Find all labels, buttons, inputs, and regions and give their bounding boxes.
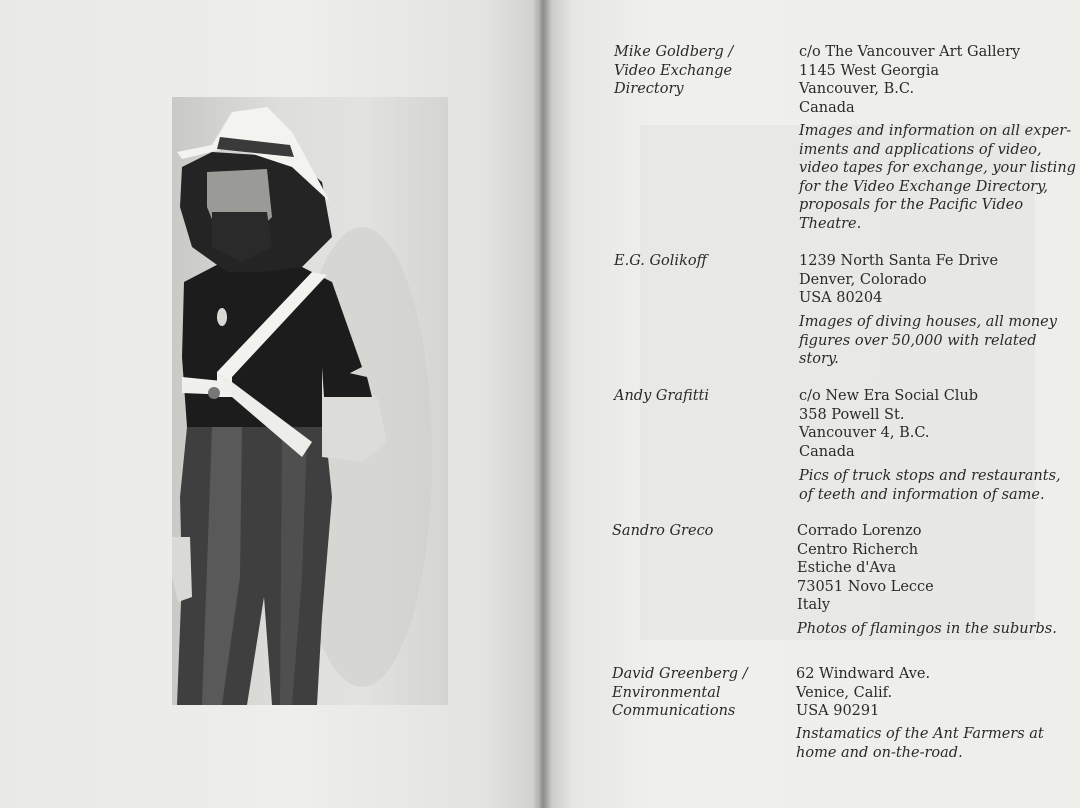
entry-name-line: Andy Grafitti [614, 388, 710, 404]
description-line: Instamatics of the Ant Farmers at [796, 726, 1044, 742]
entry-address [799, 387, 978, 461]
address-line: Vancouver, B.C. [799, 81, 915, 97]
address-line: 1239 North Santa Fe Drive [799, 253, 999, 269]
entry-description [796, 725, 1044, 762]
address-line: Estiche d'Ava [797, 560, 897, 576]
address-line: Canada [799, 443, 855, 460]
entry-name [614, 43, 733, 99]
entry-name-line: David Greenberg / [612, 666, 748, 682]
description-line: Photos of flamingos in the suburbs. [797, 621, 1057, 637]
entry-name-line: Communications [612, 703, 736, 719]
entry-name-line: Mike Goldberg / [614, 44, 734, 60]
entry-description [797, 620, 1057, 639]
description-line: figures over 50,000 with related [799, 332, 1037, 349]
entry-address [796, 665, 930, 721]
entry-address [799, 252, 998, 308]
entry-name-line: Environmental [612, 684, 721, 701]
address-line: c/o The Vancouver Art Gallery [799, 44, 1021, 60]
description-line: Images and information on all exper- [799, 123, 1072, 139]
description-line: home and on-the-road. [796, 744, 963, 761]
address-line: USA 80204 [799, 290, 883, 306]
description-line: Pics of truck stops and restaurants, [799, 468, 1061, 484]
entry-description [799, 467, 1061, 504]
address-line: USA 90291 [796, 703, 880, 719]
address-line: 73051 Novo Lecce [797, 578, 934, 595]
book-gutter [532, 0, 552, 808]
entry-name-line: Sandro Greco [612, 523, 714, 539]
address-line: 62 Windward Ave. [796, 666, 931, 682]
entry-name [614, 252, 707, 271]
address-line: 1145 West Georgia [799, 62, 940, 79]
entry-name-line: Directory [614, 81, 684, 97]
description-line: iments and applications of video, [799, 141, 1042, 158]
address-line: 358 Powell St. [799, 406, 905, 423]
address-line: Centro Richerch [797, 541, 919, 558]
address-line: Denver, Colorado [799, 271, 927, 288]
entry-description [799, 122, 1076, 233]
entry-name [612, 665, 748, 721]
entry-address [797, 522, 934, 615]
portrait-photo [172, 97, 448, 705]
address-line: Venice, Calif. [796, 684, 893, 701]
entry-address [799, 43, 1020, 117]
entry-name-line: Video Exchange [614, 62, 733, 79]
address-line: Italy [797, 597, 831, 613]
address-line: c/o New Era Social Club [799, 388, 979, 404]
entry-name [614, 387, 709, 406]
entry-description [799, 313, 1057, 369]
description-line: story. [799, 351, 839, 367]
description-line: Theatre. [799, 215, 862, 232]
description-line: proposals for the Pacific Video [799, 197, 1024, 213]
description-line: for the Video Exchange Directory, [799, 178, 1048, 195]
description-line: video tapes for exchange, your listing [799, 160, 1076, 176]
description-line: of teeth and information of same. [799, 486, 1045, 503]
description-line: Images of diving houses, all money [799, 314, 1057, 330]
entry-name [612, 522, 713, 541]
address-line: Corrado Lorenzo [797, 523, 922, 539]
address-line: Canada [799, 99, 855, 116]
portrait-figure [172, 97, 448, 705]
entry-name-line: E.G. Golikoff [614, 253, 707, 269]
address-line: Vancouver 4, B.C. [799, 425, 930, 441]
